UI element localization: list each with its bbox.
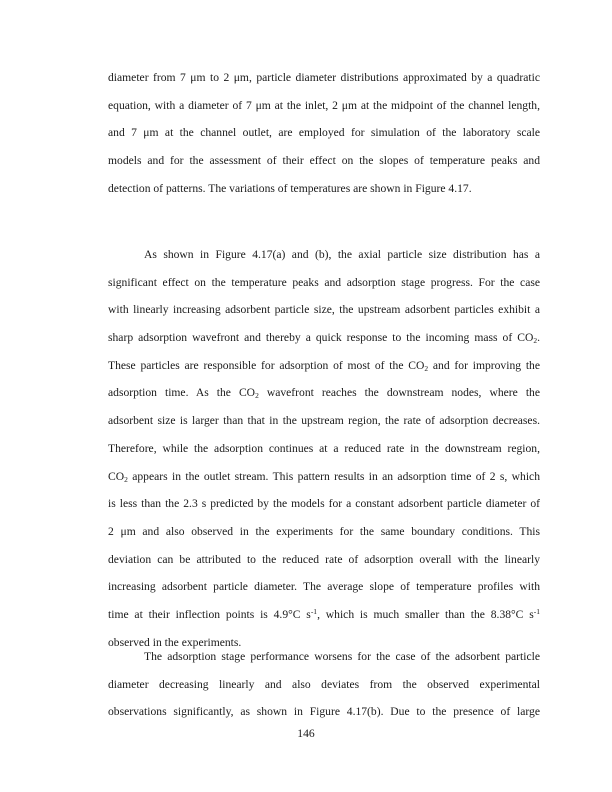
text-line: models and for the assessment of their effect on the slopes of temperature peaks and [108,154,540,168]
paragraph-3 [108,643,540,726]
text-line: is less than the 2.3 s predicted by the models for a constant adsorbent particle diameter of [108,497,540,511]
paragraph-1 [108,64,540,202]
text-run: appears in the outlet stream. This pattern results in an adsorption time of 2 s, which [127,469,540,483]
text-run: wavefront reaches the downstream nodes, where the [258,386,540,400]
text-line: significant effect on the temperature peaks and adsorption stage progress. For the case [108,275,540,289]
text-line: observations significantly, as shown in Figure 4.17(b). Due to the presence of large [108,705,540,719]
text-line [108,352,540,380]
text-line: increasing adsorbent particle diameter. The average slope of temperature profiles with [108,580,540,594]
text-run: CO [108,469,125,483]
text-line [108,324,540,352]
text-line: deviation can be attributed to the reduced rate of adsorption overall with the linearly [108,552,540,566]
text-run: . [537,331,540,345]
text-line: 2 μm and also observed in the experiments for the same boundary conditions. This [108,524,540,538]
page-number: 146 [297,727,315,740]
text-line [108,463,540,491]
text-line: As shown in Figure 4.17(a) and (b), the axial particle size distribution has a [144,248,540,261]
text-run: time at their inflection points is 4.9°C s [108,607,311,621]
text-run: , which is much smaller than the 8.38°C s [317,607,534,621]
text-line: diameter decreasing linearly and also deviates from the observed experimental [108,677,540,691]
text-line: detection of patterns. The variations of temperatures are shown in Figure 4.17. [108,181,472,195]
subscript: 2 [424,363,429,373]
text-run: adsorption time. As the CO [108,386,256,400]
text-line: with linearly increasing adsorbent particle size, the upstream adsorbent particles exhibit a [108,303,540,317]
text-line: and 7 μm at the channel outlet, are employed for simulation of the laboratory scale [108,126,540,140]
paragraph-2 [108,241,540,656]
text-line: diameter from 7 μm to 2 μm, particle diameter distributions approximated by a quadratic [108,71,540,84]
text-line: adsorbent size is larger than that in the upstream region, the rate of adsorption decreases. [108,414,540,428]
subscript: 2 [533,336,538,346]
text-line: observed in the experiments. [108,635,242,649]
superscript: -1 [533,606,540,616]
subscript: 2 [255,391,259,401]
subscript: 2 [124,474,128,484]
text-run: sharp adsorption wavefront and thereby a quick response to the incoming mass of CO [108,331,534,345]
text-line: Therefore, while the adsorption continues at a reduced rate in the downstream region, [108,441,540,455]
text-line: The adsorption stage performance worsens for the case of the adsorbent particle [144,650,540,663]
text-line [108,379,540,407]
text-run: and for improving the [428,358,540,372]
text-line [108,601,540,629]
text-run: These particles are responsible for adsorption of most of the CO [108,358,425,372]
superscript: -1 [310,606,318,616]
text-line: equation, with a diameter of 7 μm at the inlet, 2 μm at the midpoint of the channel length, [108,98,540,112]
